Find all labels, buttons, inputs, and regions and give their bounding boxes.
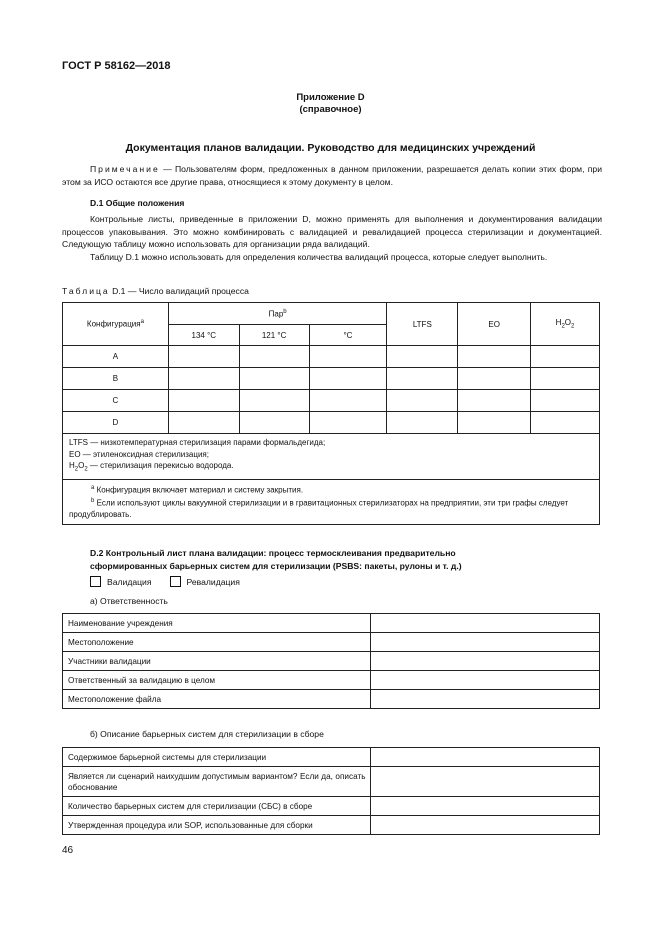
responsibility-label: Участники валидации (63, 652, 371, 671)
table-caption-label: Таблица (62, 286, 110, 296)
document-title: Документация планов валидации. Руководство для медицинских учреждений (125, 142, 536, 154)
table-caption-text: D.1 — Число валидаций процесса (109, 286, 249, 296)
barrier-system-table (62, 747, 600, 835)
paragraph-checklists: Контрольные листы, приведенные в приложении D, можно применять для выполнения и документирования валидации процессов упаковывания. Это можно комбинировать с валидацией и ревалидацией процесса стерилизации и документацией. Следующую таблицу можно использовать для организации ряда валидаций. (62, 214, 602, 249)
note-paragraph (62, 163, 602, 188)
section-d2-heading: D.2 Контрольный лист плана валидации: процесс термосклеивания предварительно сформированных барьерных систем для стерилизации (PSBS: пакеты, рулоны и т. д.) (90, 548, 462, 571)
header-h2o2: $H_2O_2$ (531, 303, 600, 346)
standard-header: ГОСТ Р 58162—2018 (62, 60, 171, 72)
row-label: C (63, 390, 169, 412)
barrier-value[interactable] (371, 748, 600, 767)
header-eo: EO (458, 303, 531, 346)
appendix-title: Приложение D (296, 92, 365, 103)
header-ltfs: LTFS (387, 303, 458, 346)
subsection-b: б) Описание барьерных систем для стерилизации в сборе (90, 729, 324, 739)
appendix-kind: (справочное) (299, 104, 362, 115)
barrier-value[interactable] (371, 767, 600, 797)
row-label: D (63, 412, 169, 434)
responsibility-label: Местоположение файла (63, 690, 371, 709)
note-text: — Пользователям форм, предложенных в данном приложении, разрешается делать копии этих форм, при этом за ИСО остаются все другие права, относящиеся к этому документу в целом. (62, 164, 602, 187)
responsibility-label: Наименование учреждения (63, 614, 371, 633)
responsibility-label: Ответственный за валидацию в целом (63, 671, 371, 690)
note-label: Примечание (90, 164, 160, 174)
table-caption (62, 286, 249, 296)
barrier-value[interactable] (371, 797, 600, 816)
validation-label: Валидация (107, 576, 152, 587)
revalidation-checkbox[interactable] (170, 576, 181, 587)
barrier-label: Количество барьерных систем для стерилизации (СБС) в сборе (63, 797, 371, 816)
header-121: 121 °С (239, 325, 309, 346)
header-134: 134 °С (168, 325, 239, 346)
revalidation-label: Ревалидация (186, 576, 240, 587)
row-label: A (63, 346, 169, 368)
responsibility-value[interactable] (371, 633, 600, 652)
responsibility-value[interactable] (371, 652, 600, 671)
barrier-value[interactable] (371, 816, 600, 835)
validation-type-checkboxes (90, 576, 240, 587)
validation-checkbox[interactable] (90, 576, 101, 587)
responsibility-value[interactable] (371, 614, 600, 633)
responsibility-label: Местоположение (63, 633, 371, 652)
paragraph-table-usage: Таблицу D.1 можно использовать для определения количества валидаций процесса, которые следует выполнить. (90, 252, 548, 262)
barrier-label: Содержимое барьерной системы для стерилизации (63, 748, 371, 767)
subsection-a: а) Ответственность (90, 596, 168, 606)
header-configuration: Конфигурация$^a$ (63, 303, 169, 346)
responsibility-value[interactable] (371, 671, 600, 690)
header-steam: Пар$^b$ (168, 303, 387, 325)
barrier-label: Является ли сценарий наихудшим допустимым вариантом? Если да, описать обоснование (63, 767, 371, 797)
abbreviations-cell: LTFS — низкотемпературная стерилизация парами формальдегида; EO — этиленоксидная стерилизация; $H_2O_2$ — стерилизация перекисью водорода. (63, 434, 600, 480)
header-deg: °С (309, 325, 387, 346)
barrier-label: Утвержденная процедура или SOP, использованные для сборки (63, 816, 371, 835)
responsibility-value[interactable] (371, 690, 600, 709)
responsibility-table (62, 613, 600, 709)
footnotes-cell: $^a$ Конфигурация включает материал и систему закрытия. $^b$ Если используют циклы вакуумной стерилизации и в гравитационных стерилизаторах на предприятии, эти три графы следует продублировать. (63, 480, 600, 525)
row-label: B (63, 368, 169, 390)
page-number: 46 (62, 845, 74, 856)
validation-count-table (62, 302, 600, 525)
section-d1-heading: D.1 Общие положения (90, 198, 185, 208)
